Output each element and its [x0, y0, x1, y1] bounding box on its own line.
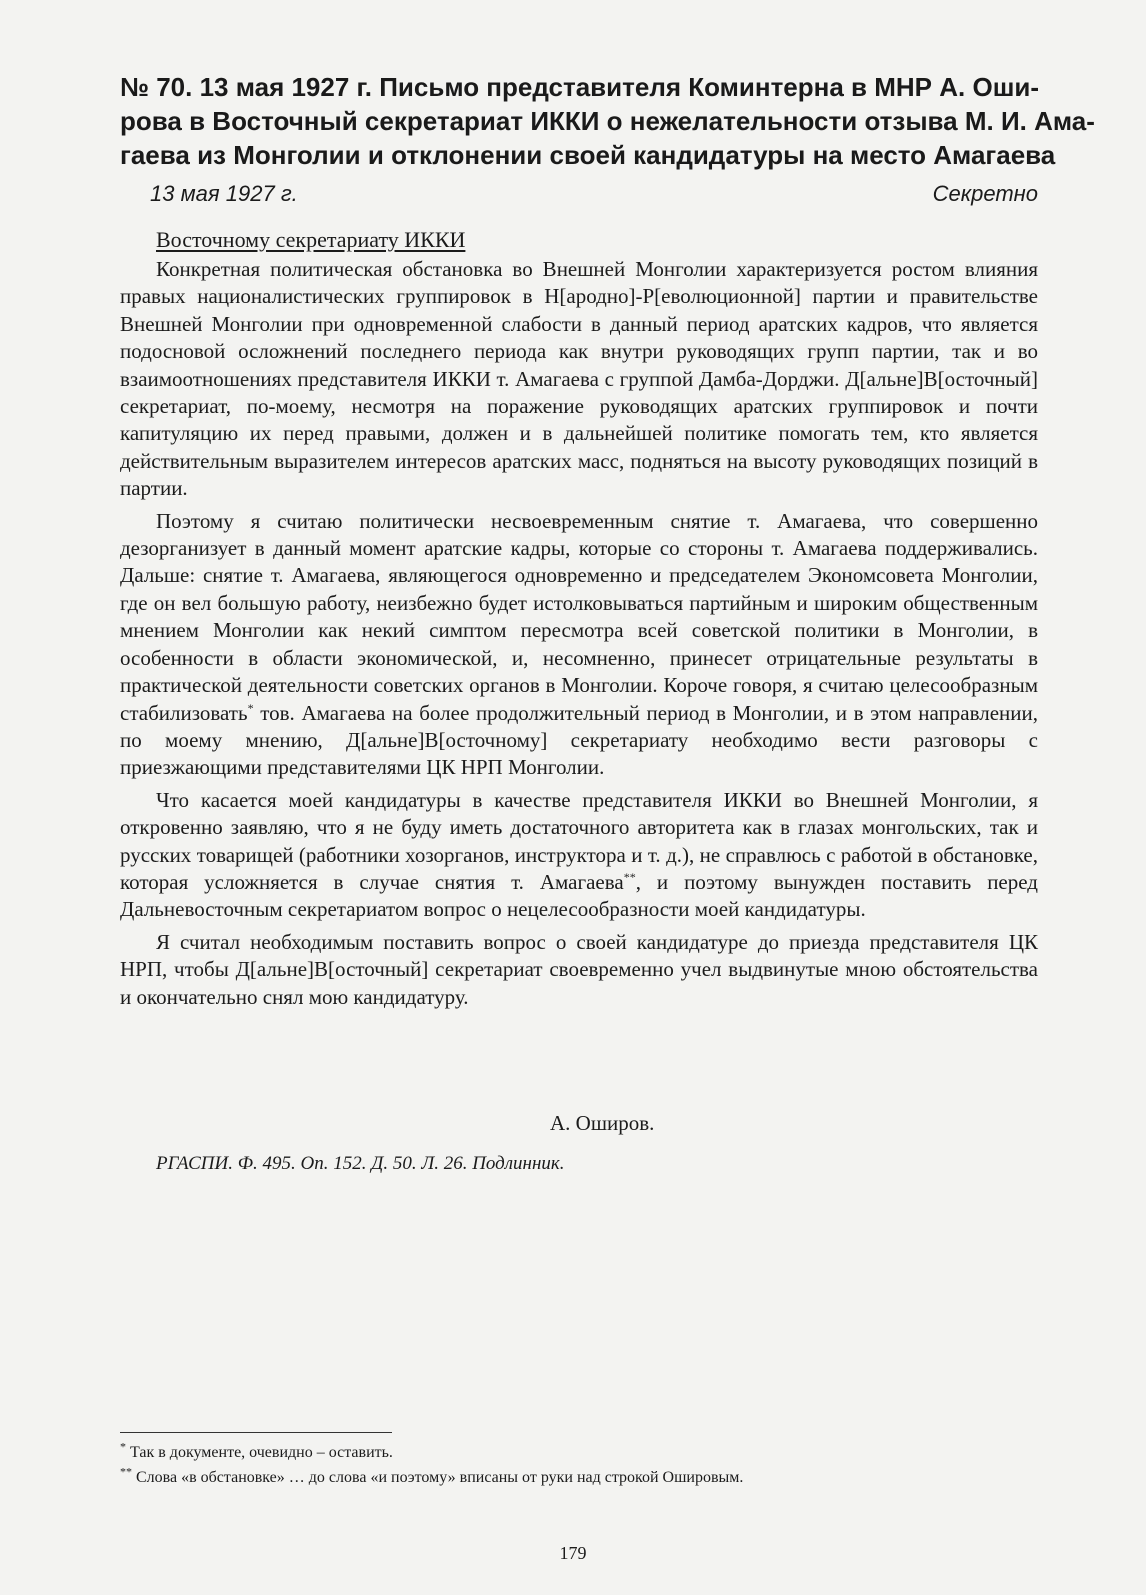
heading-line: рова в Восточный секретариат ИККИ о нежелательности отзыва М. И. Ама- [120, 106, 1095, 136]
paragraph-text: , и поэтому вынужден поставить перед Дальневосточным секретариатом вопрос о нецелесообразности моей кандидатуры. [120, 869, 1038, 922]
paragraph-text: Что касается моей кандидатуры в качестве представителя ИККИ во Внешней Монголии, я откровенно заявляю, что я не буду иметь достаточного авторитета как в глазах монгольских, так и русских товарищей (работники хозорганов, инструктора и т. д.), не справлюсь с работой в обстановке, которая усложняется в случае снятия т. Амагаева [120, 787, 1038, 894]
footnote-text: Слова «в обстановке» … до слова «и поэтому» вписаны от руки над строкой Ошировым. [132, 1469, 744, 1486]
footnote-mark: ** [120, 1464, 132, 1479]
paragraph [120, 508, 1038, 782]
addressee: Восточному секретариату ИККИ [156, 227, 466, 252]
archive-source: РГАСПИ. Ф. 495. Оп. 152. Д. 50. Л. 26. Подлинник. [156, 1153, 565, 1174]
footnote-mark: * [120, 1439, 126, 1454]
heading-line: № 70. 13 мая 1927 г. Письмо представителя Коминтерна в МНР А. Оши- [120, 72, 1040, 102]
footnote-divider [120, 1432, 392, 1433]
document-date: 13 мая 1927 г. [150, 181, 298, 206]
footnote-mark: * [247, 700, 254, 715]
dateline [150, 180, 1038, 208]
page-number: 179 [559, 1543, 587, 1563]
footnote-mark: ** [623, 869, 636, 884]
paragraph: Я считал необходимым поставить вопрос о своей кандидатуре до приезда представителя ЦК НРП, чтобы Д[альне]В[осточный] секретариат своевременно учел выдвинутые мною обстоятельства и окончательно снял мою кандидатуру. [120, 929, 1038, 1009]
letter-body [120, 256, 1038, 1016]
document-heading [120, 70, 1095, 172]
signature: А. Оширов. [550, 1111, 655, 1135]
footnote [120, 1465, 1038, 1490]
paragraph [120, 787, 1038, 924]
paragraph-text: Поэтому я считаю политически несвоевременным снятие т. Амагаева, что совершенно дезорганизует в данный момент аратские кадры, которые со стороны т. Амагаева поддерживались. Дальше: снятие т. Амагаева, являющегося одновременно и председателем Экономсовета Монголии, где он вел большую работу, неизбежно будет истолковываться партийным и широким общественным мнением Монголии как некий симптом пересмотра всей советской политики в Монголии, в особенности в области экономической, и, несомненно, принесет отрицательные результаты в практической деятельности советских органов в Монголии. Короче говоря, я считаю целесообразным стабилизовать [120, 508, 1038, 725]
paragraph-text: тов. Амагаева на более продолжительный период в Монголии, и в этом направлении, по моему мнению, Д[альне]В[осточному] секретариату необходимо вести разговоры с приезжающими представителями ЦК НРП Монголии. [120, 700, 1038, 780]
paragraph: Конкретная политическая обстановка во Внешней Монголии характеризуется ростом влияния правых националистических группировок в Н[ародно]-Р[еволюционной] партии и правительстве Внешней Монголии при одновременной слабости в данный период аратских кадров, что является подосновой осложнений последнего периода как внутри руководящих групп партии, так и во взаимоотношениях представителя ИККИ т. Амагаева с группой Дамба-Дорджи. Д[альне]В[осточный] секретариат, по-моему, несмотря на поражение руководящих аратских группировок и почти капитуляцию их перед правыми, должен и в дальнейшей политике помогать тем, кто является действительным выразителем интересов аратских масс, подняться на высоту руководящих позиций в партии. [120, 257, 1038, 501]
heading-line: гаева из Монголии и отклонении своей кандидатуры на место Амагаева [120, 140, 1056, 170]
footnote-text: Так в документе, очевидно – оставить. [126, 1444, 393, 1461]
footnotes [120, 1440, 1038, 1490]
footnote [120, 1440, 1038, 1465]
classification-label: Секретно [932, 181, 1038, 206]
